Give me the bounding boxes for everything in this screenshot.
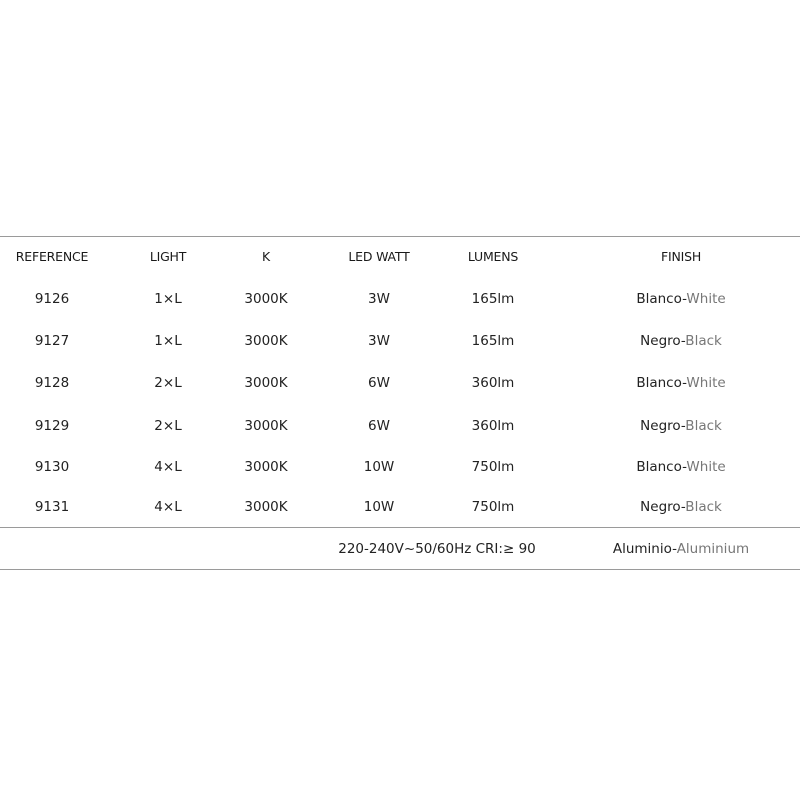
finish-es: Negro	[640, 418, 681, 434]
cell-finish	[636, 289, 725, 309]
finish-separator: -	[680, 499, 686, 515]
cell-k: 3000K	[244, 375, 288, 391]
cell-lumens: 165lm	[471, 291, 515, 307]
cell-led-watt: 3W	[368, 291, 390, 307]
finish-en: White	[686, 375, 726, 391]
cell-finish	[636, 457, 725, 477]
finish-separator: -	[680, 333, 686, 349]
header-light: LIGHT	[149, 249, 187, 264]
cell-led-watt: 10W	[363, 459, 395, 475]
cell-reference: 9129	[34, 418, 70, 434]
cell-k: 3000K	[244, 333, 288, 349]
cell-finish	[640, 497, 722, 517]
finish-separator: -	[680, 418, 686, 434]
top-rule	[0, 236, 800, 237]
cell-light: 2×L	[154, 418, 182, 434]
cell-reference: 9126	[34, 291, 70, 307]
cell-light: 2×L	[154, 375, 182, 391]
cell-reference: 9130	[34, 459, 70, 475]
finish-en: White	[686, 291, 726, 307]
finish-es: Blanco	[636, 375, 683, 391]
table-row	[0, 373, 800, 393]
cell-finish	[640, 331, 722, 351]
electrical-spec: 220-240V~50/60Hz CRI:≥ 90	[338, 541, 536, 557]
header-led-watt: LED WATT	[348, 249, 410, 264]
material	[613, 539, 749, 559]
header-row	[0, 247, 800, 267]
finish-es: Blanco	[636, 459, 683, 475]
table-row	[0, 416, 800, 436]
cell-light: 4×L	[154, 459, 182, 475]
cell-lumens: 750lm	[471, 459, 515, 475]
cell-lumens: 165lm	[471, 333, 515, 349]
header-k: K	[262, 249, 270, 264]
cell-k: 3000K	[244, 418, 288, 434]
cell-led-watt: 6W	[368, 418, 390, 434]
cell-reference: 9131	[34, 499, 70, 515]
finish-en: Black	[685, 499, 722, 515]
material-es: Aluminio	[612, 541, 673, 557]
finish-es: Negro	[640, 499, 681, 515]
finish-en: Black	[685, 418, 722, 434]
footer-row	[0, 539, 800, 559]
cell-led-watt: 6W	[368, 375, 390, 391]
cell-lumens: 360lm	[471, 375, 515, 391]
material-en: Aluminium	[676, 541, 750, 557]
finish-en: White	[686, 459, 726, 475]
header-reference: REFERENCE	[15, 249, 89, 264]
cell-finish	[636, 373, 725, 393]
header-finish: FINISH	[660, 249, 702, 264]
bottom-rule	[0, 569, 800, 570]
material-separator: -	[672, 541, 677, 557]
cell-finish	[640, 416, 722, 436]
cell-reference: 9127	[34, 333, 70, 349]
header-lumens: LUMENS	[467, 249, 519, 264]
cell-light: 1×L	[154, 291, 182, 307]
table-row	[0, 497, 800, 517]
cell-lumens: 750lm	[471, 499, 515, 515]
finish-separator: -	[682, 375, 687, 391]
cell-led-watt: 10W	[363, 499, 395, 515]
finish-separator: -	[682, 291, 687, 307]
table-row	[0, 457, 800, 477]
finish-en: Black	[685, 333, 722, 349]
cell-lumens: 360lm	[471, 418, 515, 434]
table-row	[0, 331, 800, 351]
cell-k: 3000K	[244, 499, 288, 515]
cell-light: 1×L	[154, 333, 182, 349]
cell-led-watt: 3W	[368, 333, 390, 349]
cell-light: 4×L	[154, 499, 182, 515]
finish-es: Negro	[640, 333, 681, 349]
finish-es: Blanco	[636, 291, 683, 307]
cell-reference: 9128	[34, 375, 70, 391]
cell-k: 3000K	[244, 291, 288, 307]
cell-k: 3000K	[244, 459, 288, 475]
table-row	[0, 289, 800, 309]
finish-separator: -	[682, 459, 687, 475]
footer-top-rule	[0, 527, 800, 528]
